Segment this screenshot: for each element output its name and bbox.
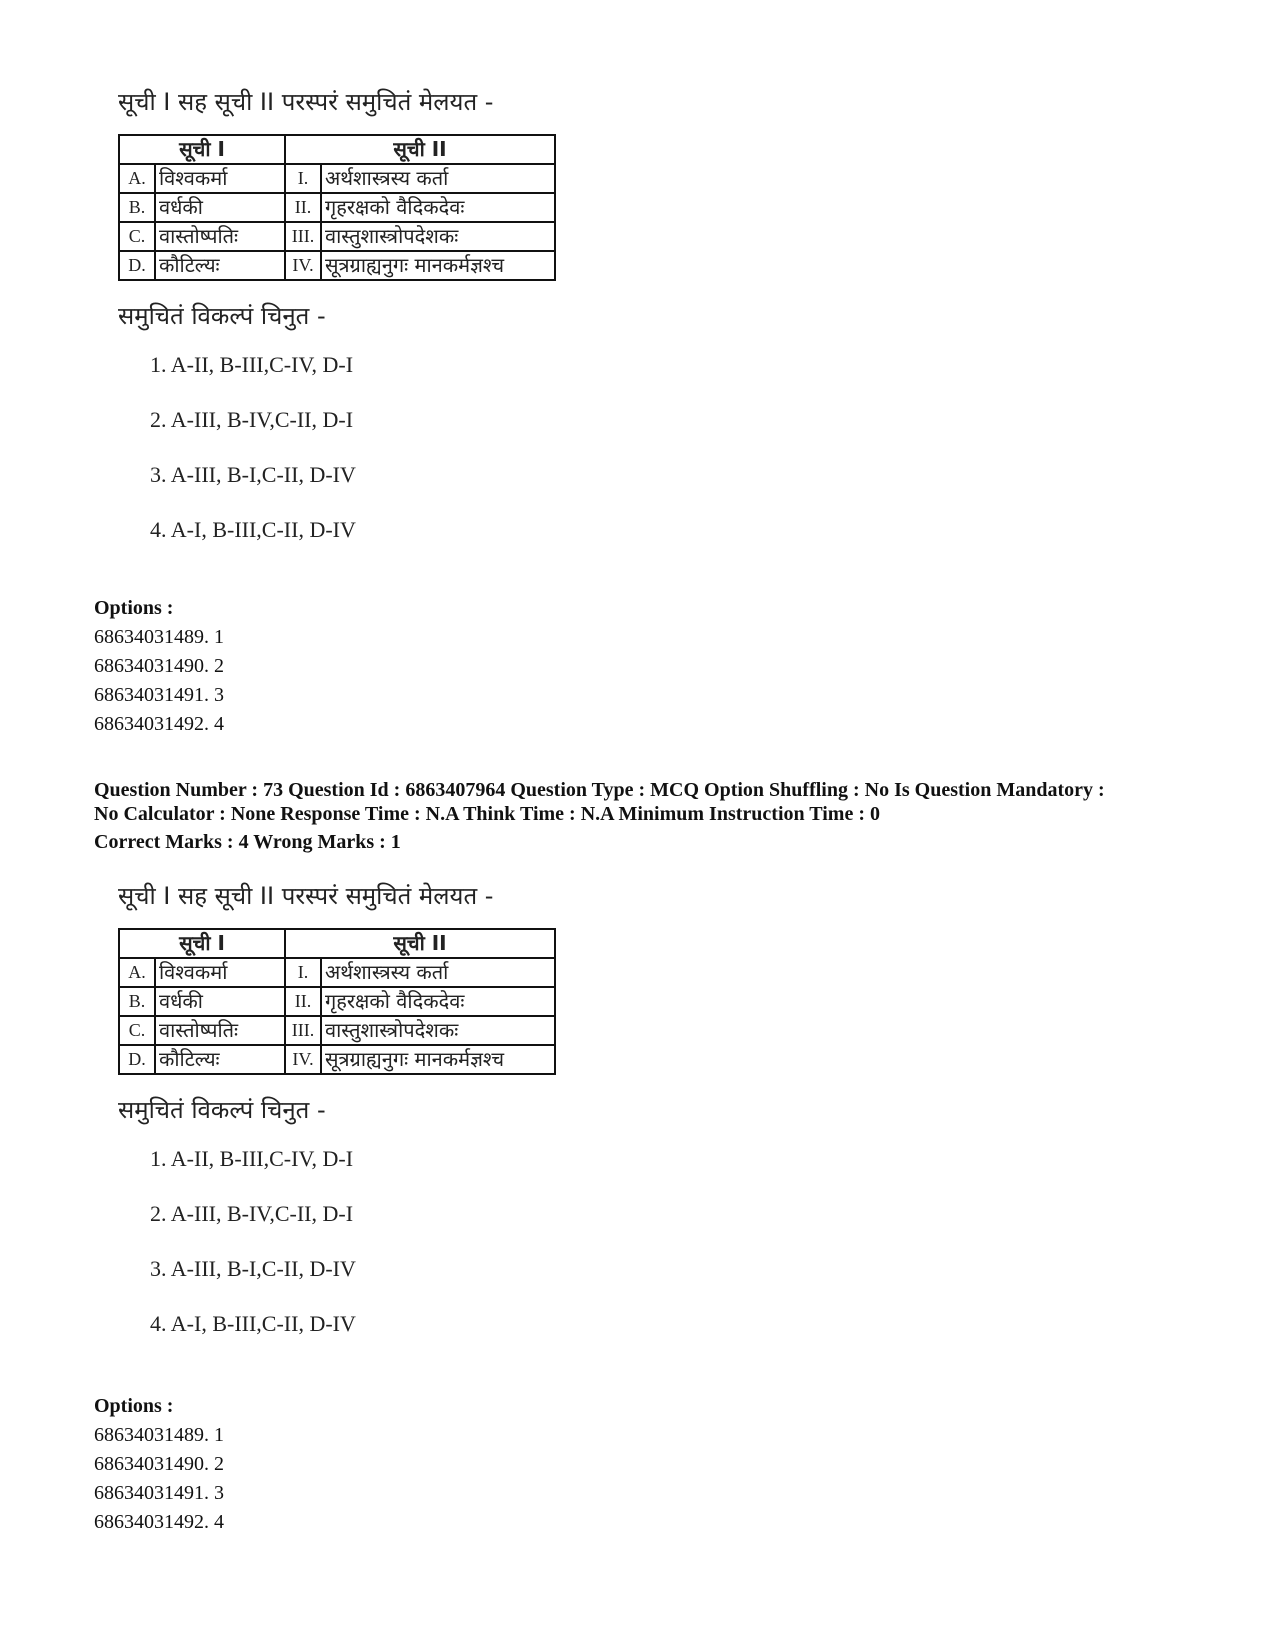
option-item: 68634031492. 4 <box>94 1511 224 1533</box>
list2-item: वास्तुशास्त्रोपदेशकः <box>321 222 555 251</box>
list1-header: सूची I <box>119 929 285 958</box>
options-title: Options : <box>94 597 174 619</box>
table-row <box>119 251 555 280</box>
list1-item: कौटिल्यः <box>155 251 285 280</box>
option-item: 68634031491. 3 <box>94 1482 224 1504</box>
options-title: Options : <box>94 1395 174 1417</box>
list1-item: वर्धकी <box>155 987 285 1016</box>
list2-item: सूत्रग्राह्यनुगः मानकर्मज्ञश्च <box>321 1045 555 1074</box>
table-row <box>119 958 555 987</box>
choice-item: 1. A-II, B-III,C-IV, D-I <box>150 1146 354 1171</box>
list2-item: अर्थशास्त्रस्य कर्ता <box>321 958 555 987</box>
option-item: 68634031491. 3 <box>94 684 224 706</box>
question-heading: सूची I सह सूची II परस्परं समुचितं मेलयत - <box>118 88 494 116</box>
options-list-1 <box>94 594 224 739</box>
list1-label: A. <box>119 958 155 987</box>
list2-item: अर्थशास्त्रस्य कर्ता <box>321 164 555 193</box>
list1-item: वास्तोष्पतिः <box>155 1016 285 1045</box>
list1-item: वर्धकी <box>155 193 285 222</box>
option-item: 68634031492. 4 <box>94 713 224 735</box>
list2-item: गृहरक्षको वैदिकदेवः <box>321 987 555 1016</box>
choice-item: 4. A-I, B-III,C-II, D-IV <box>150 1311 356 1336</box>
list2-label: II. <box>285 987 321 1016</box>
choice-list <box>150 345 638 565</box>
question-meta-line2: No Calculator : None Response Time : N.A Think Time : N.A Minimum Instruction Time : 0 <box>94 803 880 825</box>
choice-item: 2. A-III, B-IV,C-II, D-I <box>150 1201 354 1226</box>
question-instruction: समुचितं विकल्पं चिनुत - <box>118 302 326 330</box>
match-table <box>118 134 556 281</box>
option-item: 68634031490. 2 <box>94 655 224 677</box>
list1-label: C. <box>119 222 155 251</box>
list2-label: IV. <box>285 1045 321 1074</box>
list2-label: II. <box>285 193 321 222</box>
list2-header: सूची II <box>285 929 555 958</box>
list2-header: सूची II <box>285 135 555 164</box>
question-meta-line1: Question Number : 73 Question Id : 6863407964 Question Type : MCQ Option Shuffling : No Is Question Mandatory : <box>94 779 1105 801</box>
list1-item: कौटिल्यः <box>155 1045 285 1074</box>
choice-list <box>150 1139 638 1359</box>
choice-item: 3. A-III, B-I,C-II, D-IV <box>150 462 356 487</box>
question-image-1 <box>118 82 638 565</box>
list1-label: B. <box>119 987 155 1016</box>
choice-item: 2. A-III, B-IV,C-II, D-I <box>150 407 354 432</box>
question-instruction: समुचितं विकल्पं चिनुत - <box>118 1096 326 1124</box>
question-heading: सूची I सह सूची II परस्परं समुचितं मेलयत - <box>118 882 494 910</box>
question-marks: Correct Marks : 4 Wrong Marks : 1 <box>94 831 401 853</box>
option-item: 68634031490. 2 <box>94 1453 224 1475</box>
list2-item: गृहरक्षको वैदिकदेवः <box>321 193 555 222</box>
list1-label: B. <box>119 193 155 222</box>
question-meta <box>94 778 1254 854</box>
list2-item: वास्तुशास्त्रोपदेशकः <box>321 1016 555 1045</box>
table-row <box>119 1016 555 1045</box>
choice-item: 1. A-II, B-III,C-IV, D-I <box>150 352 354 377</box>
list1-item: वास्तोष्पतिः <box>155 222 285 251</box>
list2-label: IV. <box>285 251 321 280</box>
list1-item: विश्वकर्मा <box>155 164 285 193</box>
question-image-2 <box>118 876 638 1359</box>
list2-label: III. <box>285 1016 321 1045</box>
list1-label: D. <box>119 1045 155 1074</box>
table-row <box>119 222 555 251</box>
table-row <box>119 193 555 222</box>
choice-item: 4. A-I, B-III,C-II, D-IV <box>150 517 356 542</box>
match-table-header <box>119 929 555 958</box>
list1-label: A. <box>119 164 155 193</box>
list2-label: III. <box>285 222 321 251</box>
list1-label: C. <box>119 1016 155 1045</box>
table-row <box>119 164 555 193</box>
list2-item: सूत्रग्राह्यनुगः मानकर्मज्ञश्च <box>321 251 555 280</box>
list1-item: विश्वकर्मा <box>155 958 285 987</box>
match-table <box>118 928 556 1075</box>
table-row <box>119 987 555 1016</box>
list1-header: सूची I <box>119 135 285 164</box>
option-item: 68634031489. 1 <box>94 626 224 648</box>
option-item: 68634031489. 1 <box>94 1424 224 1446</box>
match-table-header <box>119 135 555 164</box>
choice-item: 3. A-III, B-I,C-II, D-IV <box>150 1256 356 1281</box>
options-list-2 <box>94 1392 224 1537</box>
table-row <box>119 1045 555 1074</box>
list2-label: I. <box>285 164 321 193</box>
list2-label: I. <box>285 958 321 987</box>
list1-label: D. <box>119 251 155 280</box>
